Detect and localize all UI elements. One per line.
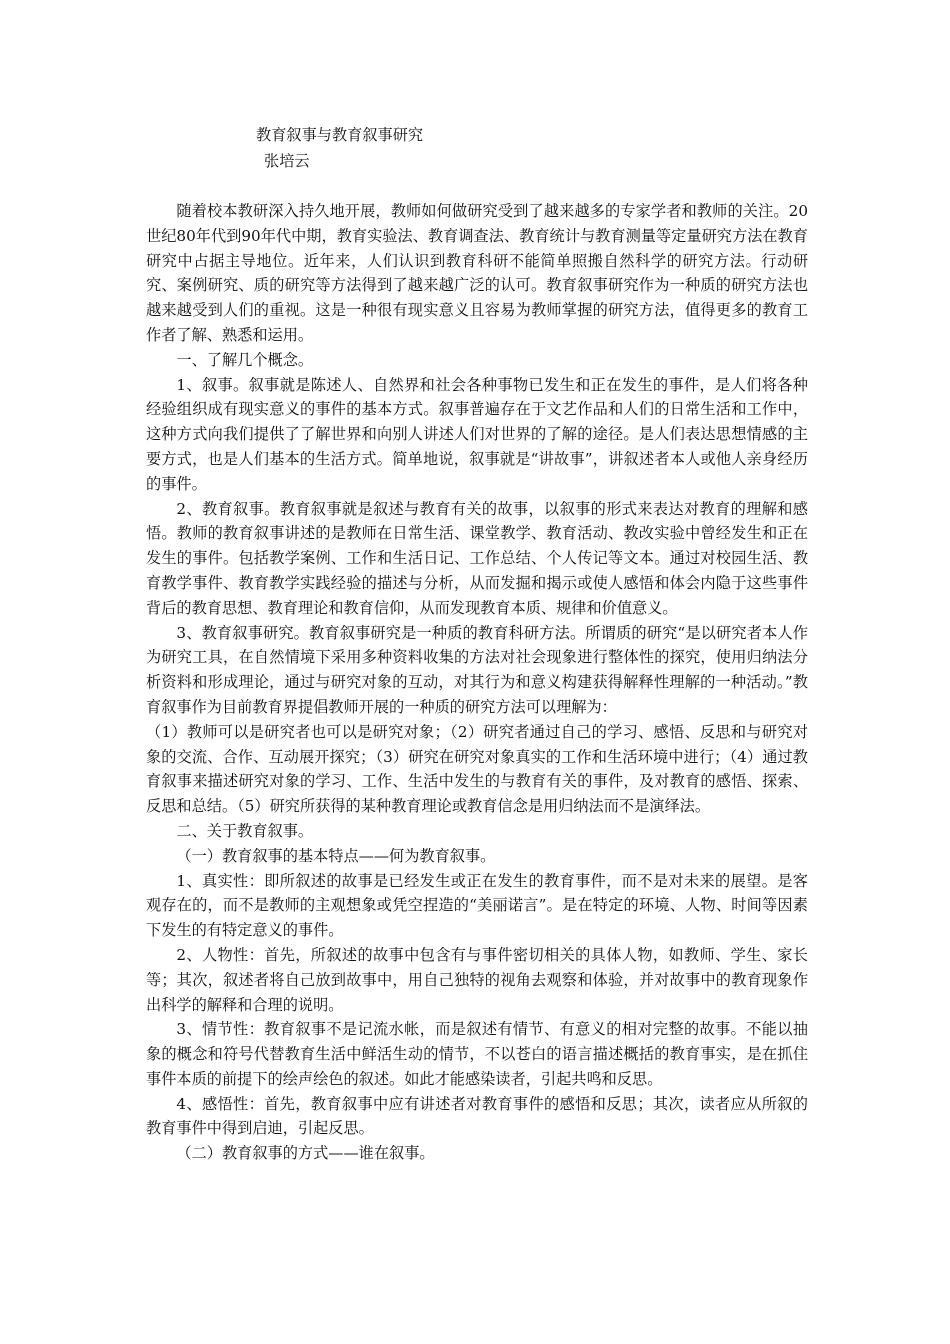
subsection-heading-features: （一）教育叙事的基本特点——何为教育叙事。 (176, 846, 496, 865)
section-heading-about-narrative: 二、关于教育叙事。 (176, 821, 314, 840)
section-heading-concepts: 一、了解几个概念。 (176, 350, 314, 369)
concept-narrative-research-paragraph: 3、教育叙事研究。教育叙事研究是一种质的教育科研方法。所谓质的研究“是以研究者本人作为研究工具，在自然情境下采用多种资料收集的方法对社会现象进行整体性的探究，使用归纳法分析资料和形成理论，通过与研究对象的互动，对其行为和意义构建获得解释性理解的一种活动。”教育叙事作为目前教育界提倡教师开展的一种质的研究方法可以理解为： (146, 623, 808, 716)
document-author: 张培云 (264, 152, 310, 170)
feature-insight-paragraph: 4、感悟性：首先，教育叙事中应有讲述者对教育事件的感悟和反思；其次，读者应从所叙的教育事件中得到启迪，引起反思。 (146, 1094, 808, 1138)
document-page (146, 122, 808, 1166)
feature-characters-paragraph: 2、人物性：首先，所叙述的故事中包含有与事件密切相关的具体人物，如教师、学生、家长等；其次，叙述者将自己放到故事中，用自己独特的视角去观察和体验，并对故事中的教育现象作出科学的解释和合理的说明。 (146, 945, 808, 1014)
research-points-paragraph: （1）教师可以是研究者也可以是研究对象；（2）研究者通过自己的学习、感悟、反思和与研究对象的交流、合作、互动展开探究；（3）研究在研究对象真实的工作和生活环境中进行；（4）通过教育叙事来描述研究对象的学习、工作、生活中发生的与教育有关的事件，及对教育的感悟、探索、反思和总结。（5）研究所获得的某种教育理论或教育信念是用归纳法而不是演绎法。 (146, 722, 808, 816)
concept-educational-narrative-paragraph: 2、教育叙事。教育叙事就是叙述与教育有关的故事，以叙事的形式来表达对教育的理解和感悟。教师的教育叙事讲述的是教师在日常生活、课堂教学、教育活动、教改实验中曾经发生和正在发生的事件。包括教学案例、工作和生活日记、工作总结、个人传记等文本。通过对校园生活、教育教学事件、教育教学实践经验的描述与分析，从而发掘和揭示或使人感悟和体会内隐于这些事件背后的教育思想、教育理论和教育信仰，从而发现教育本质、规律和价值意义。 (146, 499, 808, 617)
feature-plot-paragraph: 3、情节性：教育叙事不是记流水帐，而是叙述有情节、有意义的相对完整的故事。不能以抽象的概念和符号代替教育生活中鲜活生动的情节，不以苍白的语言描述概括的教育事实，是在抓住事件本质的前提下的绘声绘色的叙述。如此才能感染读者，引起共鸣和反思。 (146, 1020, 808, 1088)
title-spacer (146, 174, 808, 199)
intro-paragraph: 随着校本教研深入持久地开展，教师如何做研究受到了越来越多的专家学者和教师的关注。20世纪80年代到90年代中期，教育实验法、教育调查法、教育统计与教育测量等定量研究方法在教育研究中占据主导地位。近年来，人们认识到教育科研不能简单照搬自然科学的研究方法。行动研究、案例研究、质的研究等方法得到了越来越广泛的认可。教育叙事研究作为一种质的研究方法也越来越受到人们的重视。这是一种很有现实意义且容易为教师掌握的研究方法，值得更多的教育工作者了解、熟悉和运用。 (146, 202, 808, 344)
document-title: 教育叙事与教育叙事研究 (256, 126, 424, 144)
feature-authenticity-paragraph: 1、真实性：即所叙述的故事是已经发生或正在发生的教育事件，而不是对未来的展望。是客观存在的，而不是教师的主观想象或凭空捏造的“美丽诺言”。是在特定的环境、人物、时间等因素下发生的有特定意义的事件。 (146, 871, 808, 940)
concept-narrative-paragraph: 1、叙事。叙事就是陈述人、自然界和社会各种事物已发生和正在发生的事件，是人们将各种经验组织成有现实意义的事件的基本方式。叙事普遍存在于文艺作品和人们的日常生活和工作中，这种方式向我们提供了了解世界和向别人讲述人们对世界的了解的途径。是人们表达思想情感的主要方式，也是人们基本的生活方式。简单地说，叙事就是“讲故事”，讲叙述者本人或他人亲身经历的事件。 (146, 375, 808, 493)
subsection-heading-methods: （二）教育叙事的方式——谁在叙事。 (176, 1144, 435, 1163)
